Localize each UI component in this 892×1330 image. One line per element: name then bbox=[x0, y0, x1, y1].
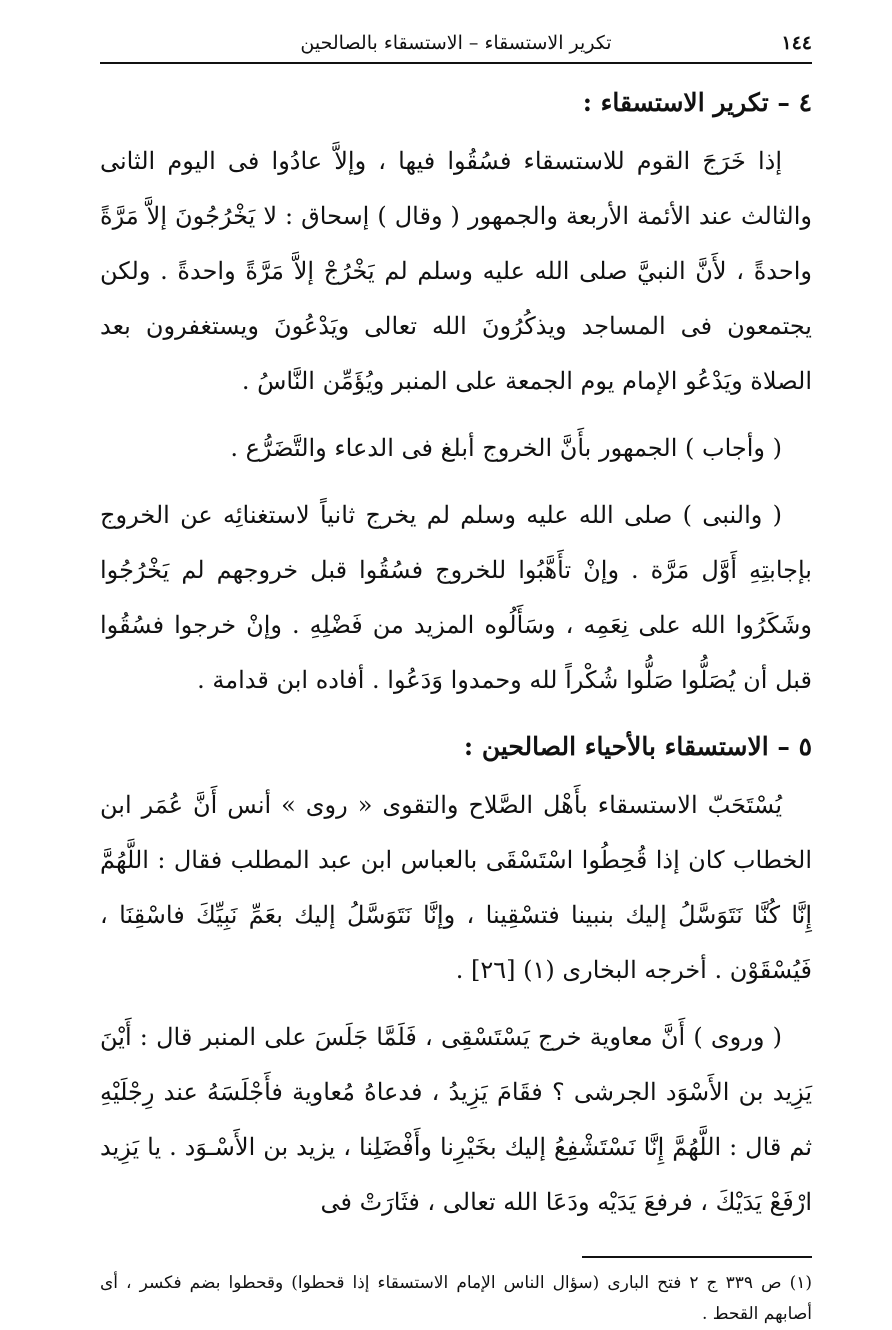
paragraph: ( وروى ) أَنَّ معاوية خرج يَسْتَسْقِى ، فَلَمَّا جَلَسَ على المنبر قال : أَيْنَ يَزِيد بن الأَسْوَد الجرشى ؟ فقَامَ يَزِيدُ ، فدعاهُ مُعاوية فأَجْلَسَهُ عند رِجْلَيْهِ ثم قال : اللَّهُمَّ إِنَّا نَسْتَشْفِعُ إليك بخَيْرِنا وأَفْضَلِنا ، يزيد بن الأَسْـوَد . يا يَزِيد ارْفَعْ يَدَيْكَ ، فرفعَ يَدَيْه ودَعَا الله تعالى ، فثَارَتْ فى bbox=[100, 1023, 813, 1216]
page-number: ١٤٤ bbox=[781, 32, 812, 54]
paragraph: ( والنبى ) صلى الله عليه وسلم لم يخرج ثانياً لاستغنائِه عن الخروج بإجابتِهِ أَوَّل مَرَّة . وإنْ تأَهَّبُوا للخروج فسُقُوا قبل خروجهم لم يَخْرُجُوا وشَكَرُوا الله على نِعَمِه ، وسَأَلُوه المزيد من فَضْلِهِ . وإنْ خرجوا فسُقُوا قبل أن يُصَلُّوا صَلُّوا شُكْراً لله وحمدوا وَدَعُوا . أفاده ابن قدامة . bbox=[100, 501, 812, 694]
running-title: تكرير الاستسقاء – الاستسقاء بالصالحين bbox=[300, 32, 612, 54]
paragraph: إذا خَرَجَ القوم للاستسقاء فسُقُوا فيها ، وإلاَّ عادُوا فى اليوم الثانى والثالث عند الأئمة الأربعة والجمهور ( وقال ) إسحاق : لا يَخْرُجُونَ إلاَّ مَرَّةً واحدةً ، لأَنَّ النبيَّ صلى الله عليه وسلم لم يَخْرُجْ إلاَّ مَرَّةً واحدةً . ولكن يجتمعون فى المساجد ويذكُرُونَ الله تعالى ويَدْعُونَ ويستغفرون بعد الصلاة ويَدْعُو الإمام يوم الجمعة على المنبر ويُؤَمِّن النَّاسُ . bbox=[100, 147, 812, 395]
footnote-divider bbox=[582, 1256, 812, 1258]
paragraph: ( وأجاب ) الجمهور بأَنَّ الخروج أبلغ فى الدعاء والتَّضَرُّع . bbox=[230, 434, 782, 462]
page-header bbox=[100, 28, 812, 64]
section-heading-repeat-istisqa: ٤ – تكرير الاستسقاء : bbox=[582, 88, 812, 117]
section-heading-istisqa-by-righteous: ٥ – الاستسقاء بالأحياء الصالحين : bbox=[463, 732, 812, 761]
paragraph: يُسْتَحَبّ الاستسقاء بأَهْل الصَّلاح والتقوى « روى » أنس أَنَّ عُمَر ابن الخطاب كان إذا قُحِطُوا اسْتَسْقَى بالعباس ابن عبد المطلب فقال : اللَّهُمَّ إِنَّا كُنَّا نَتَوَسَّلُ إليك بنبينا فتسْقِينا ، وإنَّا نَتَوَسَّلُ إليك بعَمِّ نَبِيِّكَ فاسْقِنَا ، فَيُسْقَوْن . أخرجه البخارى (١) [٢٦] . bbox=[100, 791, 813, 984]
footnote: (١) ص ٣٣٩ ج ٢ فتح البارى (سؤال الناس الإمام الاستسقاء إذا قحطوا) وقحطوا بضم فكسر ، أى أصابهم القحط . bbox=[100, 1273, 812, 1324]
book-page bbox=[100, 28, 812, 1330]
